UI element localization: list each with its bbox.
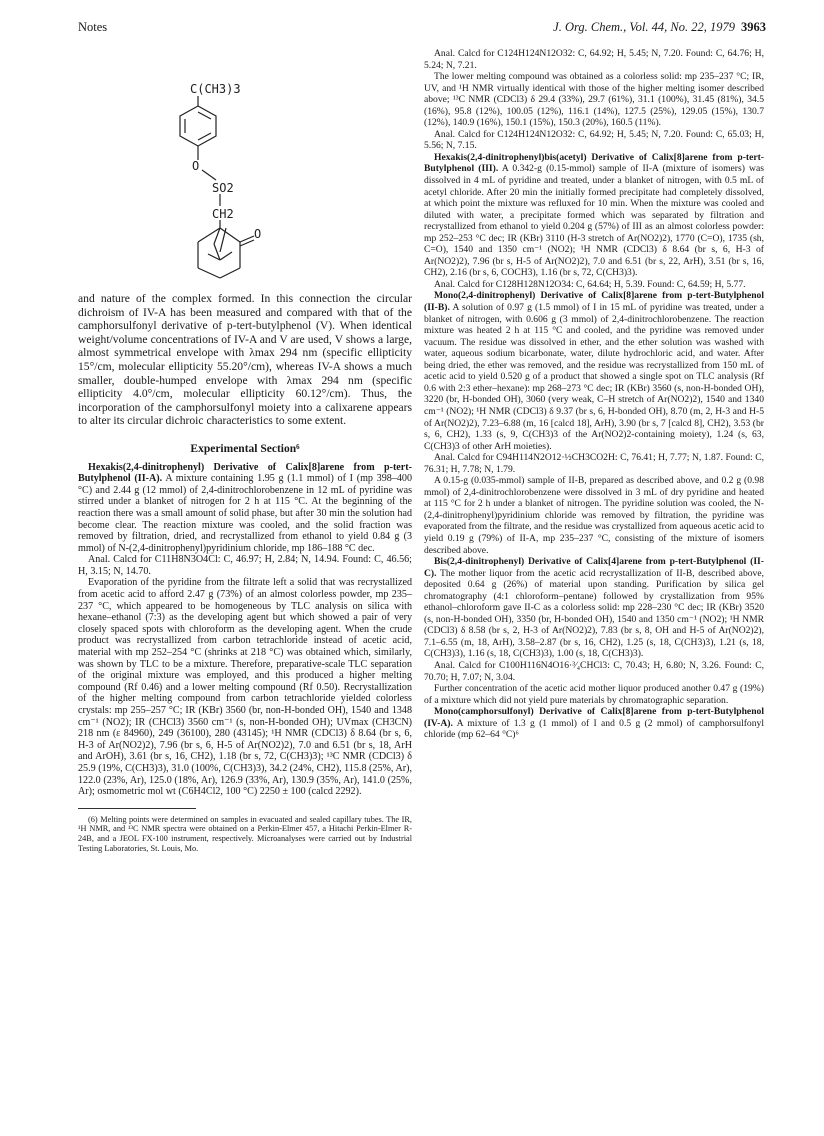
paragraph-conversion: A 0.15-g (0.035-mmol) sample of II-B, prepared as described above, and 0.2 g (0.98 mmol) of 2,4-dinitrochlorobenzene were dissolved in 3 mL of dry pyridine and heated at 115 °C for 2 h under a blanket of nitrogen. The pyridine solution was cooled, the N-(2,4-dinitrophenyl)pyridinium chloride was removed by filtration, the pyridine was evaporated from the filtrate, and the residue was crystallized from aqueous acetic acid to yield 0.19 g (79%) of II-A, mp 235–237 °C, consisting of the mixture of isomers described above. [424, 475, 764, 556]
label-ch2: CH2 [212, 207, 234, 221]
paragraph-anal-6: Anal. Calcd for C100H116N4O16·³⁄₄CHCl3: C, 70.43; H, 6.80; N, 3.26. Found: C, 70.70; H, 7.07; N, 3.04. [424, 659, 764, 683]
paragraph-evaporation: Evaporation of the pyridine from the filtrate left a solid that was recrystallized from acetic acid to afford 2.47 g (73%) of an almost colorless powder, mp 235–237 °C, which appeared to be homogeneous by TLC analysis on silica with hexane–ethanol (7:3) as the developing agent but which showed a pair of very closely spaced spots with chloroform as the developing agent. When the crude product was recrystallized from carbon tetrachloride instead of acetic acid, material with mp 252–254 °C (shrinks at 218 °C) was obtained which, similarly, was shown by TLC to be a mixture. Therefore, preparative-scale TLC separation of the original mixture was employed, and this produced a higher melting compound (Rf 0.46) and a lower melting compound (Rf 0.50). Recrystallization of the higher melting compound from carbon tetrachloride yielded colorless crystals: mp 255–257 °C; IR (KBr) 3560 (br, non-H-bonded OH), 1540 and 1348 cm⁻¹ (NO2); IR (CHCl3) 3560 cm⁻¹ (s, non-H-bonded OH); UVmax (CH3CN) 218 nm (ε 84960), 249 (36100), 280 (43145); ¹H NMR (CDCl3) δ 8.64 (br s, 6, H-3 of Ar(NO2)2), 7.96 (br s, 6, H-5 of Ar(NO2)2), 7.0 and 6.51 (br s, 18, ArH and ArOH), 3.61 (br s, 16, CH2), 1.18 (br s, 72, C(CH3)3); ¹³C NMR (CDCl3) δ 25.9 (19%, C(CH3)3), 31.0 (100%, C(CH3)3), 34.2 (24%, CH2), 115.8 (25%, Ar), 122.0 (23%, Ar), 125.0 (18%, Ar), 126.9 (33%, Ar), 130.9 (35%, Ar), 141.0 (25%, Ar); osmometric mol wt (C6H4Cl2, 100 °C) 2250 ± 100 (calcd 2292). [78, 577, 412, 798]
paragraph-ii-c [424, 556, 764, 660]
paragraph-anal-1: Anal. Calcd for C11H8N3O4Cl: C, 46.97; H, 2.84; N, 14.94. Found: C, 46.56; H, 3.15; N, 14.70. [78, 554, 412, 577]
paragraph-anal-2: Anal. Calcd for C124H124N12O32: C, 64.92; H, 5.45; N, 7.20. Found: C, 64.76; H, 5.24; N, 7.21. [424, 48, 764, 71]
label-so2: SO2 [212, 181, 234, 195]
paragraph-further: Further concentration of the acetic acid mother liquor produced another 0.47 g (19%) of a mixture which did not yield pure materials by chromatographic separation. [424, 683, 764, 706]
running-header-right [553, 20, 766, 35]
left-column [78, 292, 412, 853]
label-o: O [192, 159, 200, 173]
footnote-rule [78, 808, 196, 809]
paragraph-heading: Hexakis(2,4-dinitrophenyl)bis(acetyl) Derivative of Calix[8]arene from p-tert-Butylphenol (III). [424, 151, 764, 175]
section-title: Experimental Section⁶ [190, 442, 300, 455]
paragraph-heading: Hexakis(2,4-dinitrophenyl) Derivative of Calix[8]arene from p-tert-Butylphenol (II-A). [78, 461, 412, 485]
footnote-6: (6) Melting points were determined on samples in evacuated and sealed capillary tubes. The IR, ¹H NMR, and ¹³C NMR spectra were obtained on a Perkin-Elmer 457, a Hitachi Perkin-Elmer R-24B, and a JEOL FX-100 instrument, respectively. Microanalyses were carried out by Industrial Testing Laboratories, St. Louis, Mo. [78, 814, 412, 853]
paragraph-heading: Mono(2,4-dinitrophenyl) Derivative of Calix[8]arene from p-tert-Butylphenol (II-B). [424, 290, 764, 314]
structure-v-diagram [140, 82, 340, 282]
paragraph-anal-5: Anal. Calcd for C94H114N2O12·½CH3CO2H: C, 76.41; H, 7.77; N, 1.87. Found: C, 76.31; H, 7.78; N, 1.79. [424, 452, 764, 475]
paragraph-iv-a [424, 706, 764, 741]
right-column [424, 48, 764, 741]
paragraph-body: A solution of 0.97 g (1.5 mmol) of I in 15 mL of pyridine was treated, under a blanket of nitrogen, with 0.606 g (3 mmol) of 2,4-dinitrochlorobenzene. The reaction mixture was heated 2 h at 115 °C and cooled, and the pyridine was removed under vacuum. The residue was dissolved in ether, and the ether solution was washed with water, aqueous sodium bicarbonate, water, dilute hydrochloric acid, and water. After being dried, the ether was removed, and the residue was recrystallized from 150 mL of acetic acid to yield 0.520 g of a product that showed a single spot on TLC analysis (Rf 0.6 with 2:3 ether–hexane): mp 268–273 °C dec; IR (KBr) 3560 (s, non-H-bonded OH), 3220 (br, H-bonded OH), 3060 (very weak, C–H stretch of Ar(NO2)2), 1540 and 1340 cm⁻¹ (NO2); ¹H NMR (CDCl3) δ 9.37 (br s, 6, H-bonded OH), 8.70 (m, 2, H-3 and H-5 of Ar(NO2)2), 7.23–6.88 (m, 16 [calcd 18], ArH), 3.90 (br s, 7 [calcd 8], CH2), 3.53 (br s, 6, CH2), 1.33 (s, 9, C(CH3)3 of the Ar(NO2)2-containing moiety), 1.24 (s, 63, C(CH3)3 of other ArH moieties). [424, 302, 765, 452]
journal-citation: J. Org. Chem., Vol. 44, No. 22, 1979 [553, 20, 735, 34]
paragraph-ii-a [78, 462, 412, 555]
running-header-left: Notes [78, 20, 108, 34]
paragraph-ii-b [424, 290, 764, 452]
paragraph-heading: Mono(camphorsulfonyl) Derivative of Calix[8]arene from p-tert-Butylphenol (IV-A). [424, 706, 764, 729]
paragraph-body: A mixture containing 1.95 g (1.1 mmol) of I (mp 398–400 °C) and 2.44 g (12 mmol) of 2,4-dinitrochlorobenzene in 12 mL of pyridine was stirred under a blanket of nitrogen for 2 h at 115 °C. At the beginning of the reaction there was a small amount of solid phase, but after 30 min the solution had become clear. The reaction mixture was cooled, and the solid fraction was removed by filtration, dried, and recrystallized from ethanol to yield 0.84 g (3 mmol) of N-(2,4-dinitrophenyl)pyridinium chloride, mp 186–188 °C dec. [78, 473, 412, 554]
paragraph-body: A 0.342-g (0.15-mmol) sample of II-A (mixture of isomers) was dissolved in 4 mL of pyridine and treated, under a blanket of nitrogen, with 0.5 mL of acetyl chloride. After 20 min the initially formed precipitate had completely dissolved, at which point the mixture was refluxed for 10 min. When the mixture was cooled and diluted with water, a precipitate formed which was separated by filtration and recrystallized from ethanol to yield 0.204 g (57%) of III as an almost colorless powder: mp 252–253 °C dec; IR (KBr) 3110 (H-3 stretch of Ar(NO2)2), 1770 (C=O), 1735 (sh, C=O), 1540 and 1350 cm⁻¹ (NO2); ¹H NMR (CDCl3) δ 8.64 (br s, 6, H-3 of Ar(NO2)2), 7.96 (br s, H-5 of Ar(NO2)2), 7.0 and 6.51 (br s, 22, ArH), 3.51 (br s, 16, CH2), 2.16 (br s, 6, COCH3), 1.16 (br s, 72, C(CH3)3). [424, 163, 764, 279]
bond-o-s [202, 170, 216, 180]
paragraph-anal-3: Anal. Calcd for C124H124N12O32: C, 64.92; H, 5.45; N, 7.20. Found: C, 65.03; H, 5.56; N, 7.15. [424, 128, 764, 152]
paragraph-iii [424, 152, 764, 279]
paragraph-body: A mixture of 1.3 g (1 mmol) of I and 0.5 g (2 mmol) of camphorsulfonyl chloride (mp 62–64 °C)⁶ [424, 717, 764, 741]
lead-paragraph: and nature of the complex formed. In this connection the circular dichroism of IV-A has been measured and compared with that of the camphorsulfonyl derivative of p-tert-butylphenol (V). When identical weight/volume concentrations of IV-A and V are used, V shows a large, almost symmetrical envelope with λmax 294 nm (specific ellipticity 15°/cm, molecular ellipticity 55.20°/cm), whereas IV-A shows a much smaller, double-humped envelope with λmax 294 nm (specific ellipticity 4.0°/cm, molecular ellipticity 60.12°/cm). Thus, the incorporation of the camphorsulfonyl moiety into a calixarene appears to alter its circular dichroic characteristics to some extent. [78, 292, 412, 428]
paragraph-body: The mother liquor from the acetic acid recrystallization of II-B, described above, deposited 0.64 g (26%) of material upon standing. Purification by silica gel chromatography (4:1 chloroform–pentane) followed by crystallization from 95% ethanol–chloroform gave II-C as a colorless solid: mp 228–230 °C dec; IR (KBr) 3520 (s, non-H-bonded OH), 3350 (br, H-bonded OH), 1540 and 1350 cm⁻¹ (NO2); ¹H NMR (CDCl3) δ 8.58 (br s, 2, H-3 of Ar(NO2)2), 7.83 (br s, 8, OH and H-5 of Ar(NO2)2), 7.1–6.55 (m, 18, ArH), 3.58–2.87 (br s, 16, CH2), 1.25 (s, 18, C(CH3)3), 1.21 (s, 18, C(CH3)3), 1.16 (s, 18, C(CH3)3), 1.00 (s, 18, C(CH3)3). [424, 567, 764, 660]
page-number: 3963 [741, 20, 766, 34]
paragraph-lower-melting: The lower melting compound was obtained as a colorless solid: mp 235–237 °C; IR, UV, and ¹H NMR virtually identical with those of the higher melting isomer described above; ¹³C NMR (CDCl3) δ 29.4 (33%), 29.7 (61%), 31.1 (100%), 31.45 (81%), 34.5 (16%), 95.8 (12%), 100.05 (12%), 116.1 (14%), 127.5 (25%), 129.05 (15%), 130.7 (12%), 140.9 (16%), 150.1 (15%), 150.3 (20%), 160.5 (11%). [424, 71, 764, 129]
label-ketone-o: O [254, 227, 262, 241]
paragraph-heading: Bis(2,4-dinitrophenyl) Derivative of Calix[4]arene from p-tert-Butylphenol (II-C). [424, 556, 764, 579]
label-tbu: C(CH3)3 [190, 82, 241, 96]
paragraph-anal-4: Anal. Calcd for C128H128N12O34: C, 64.64; H, 5.39. Found: C, 64.59; H, 5.77. [434, 278, 746, 290]
